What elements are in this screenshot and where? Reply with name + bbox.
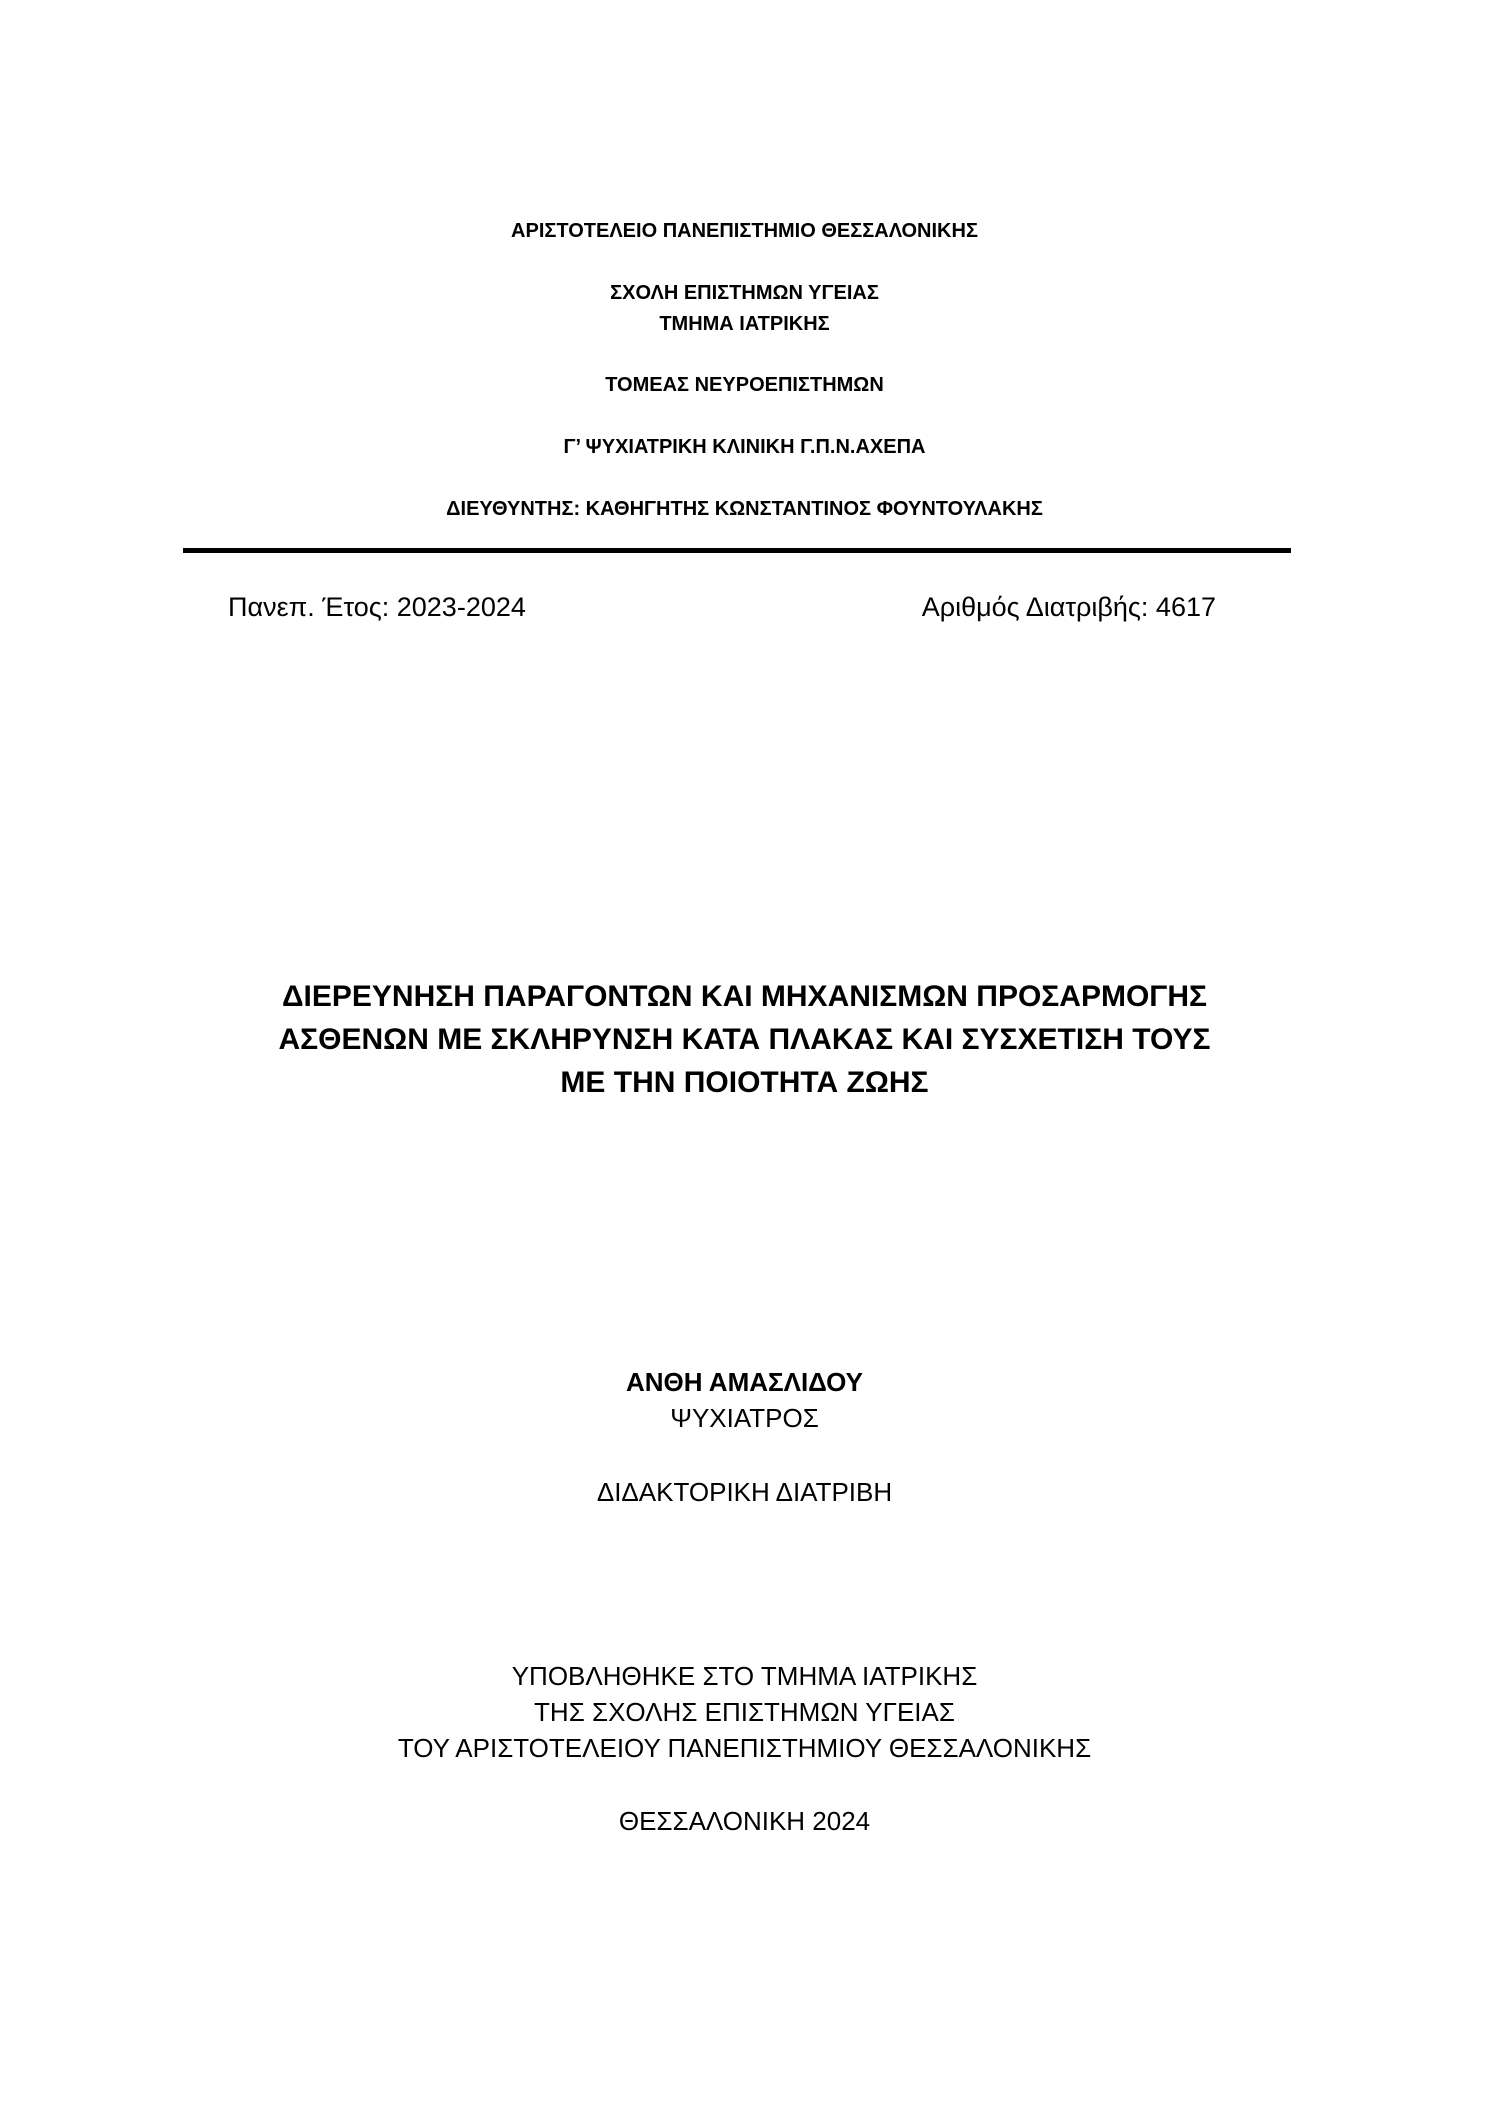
author-name: ΑΝΘΗ ΑΜΑΣΛΙΔΟΥ (625, 1367, 864, 1397)
place-year: ΘΕΣΣΑΛΟΝΙΚΗ 2024 (618, 1806, 871, 1836)
submission-line-1: ΥΠΟΒΛΗΘΗΚΕ ΣΤΟ ΤΜΗΜΑ ΙΑΤΡΙΚΗΣ (511, 1661, 978, 1691)
document-type: ΔΙΔΑΚΤΟΡΙΚΗ ΔΙΑΤΡΙΒΗ (596, 1477, 893, 1507)
title-line-2: ΑΣΘΕΝΩΝ ΜΕ ΣΚΛΗΡΥΝΣΗ ΚΑΤΑ ΠΛΑΚΑΣ ΚΑΙ ΣΥΣΧΕΤΙΣΗ ΤΟΥΣ (278, 1023, 1211, 1056)
submission-line-2: ΤΗΣ ΣΧΟΛΗΣ ΕΠΙΣΤΗΜΩΝ ΥΓΕΙΑΣ (534, 1697, 955, 1727)
author-profession: ΨΥΧΙΑΤΡΟΣ (670, 1403, 819, 1433)
school-name: ΣΧΟΛΗ ΕΠΙΣΤΗΜΩΝ ΥΓΕΙΑΣ (610, 282, 879, 304)
submission-line-3: ΤΟΥ ΑΡΙΣΤΟΤΕΛΕΙΟΥ ΠΑΝΕΠΙΣΤΗΜΙΟΥ ΘΕΣΣΑΛΟΝΙΚΗΣ (397, 1733, 1092, 1763)
department-name: ΤΜΗΜΑ ΙΑΤΡΙΚΗΣ (659, 313, 830, 335)
director-line: ΔΙΕΥΘΥΝΤΗΣ: ΚΑΘΗΓΗΤΗΣ ΚΩΝΣΤΑΝΤΙΝΟΣ ΦΟΥΝΤΟΥΛΑΚΗΣ (446, 498, 1043, 520)
academic-year: Πανεπ. Έτος: 2023-2024 (228, 592, 526, 622)
title-line-3: ΜΕ ΤΗΝ ΠΟΙΟΤΗΤΑ ΖΩΗΣ (560, 1066, 929, 1099)
clinic-name: Γ’ ΨΥΧΙΑΤΡΙΚΗ ΚΛΙΝΙΚΗ Γ.Π.Ν.ΑΧΕΠΑ (563, 436, 926, 458)
thesis-number: Αριθμός Διατριβής: 4617 (921, 592, 1216, 622)
sector-name: ΤΟΜΕΑΣ ΝΕΥΡΟΕΠΙΣΤΗΜΩΝ (605, 374, 884, 396)
header-divider (183, 548, 1291, 553)
university-name: ΑΡΙΣΤΟΤΕΛΕΙΟ ΠΑΝΕΠΙΣΤΗΜΙΟ ΘΕΣΣΑΛΟΝΙΚΗΣ (511, 220, 978, 242)
title-line-1: ΔΙΕΡΕΥΝΗΣΗ ΠΑΡΑΓΟΝΤΩΝ ΚΑΙ ΜΗΧΑΝΙΣΜΩΝ ΠΡΟΣΑΡΜΟΓΗΣ (281, 980, 1207, 1013)
